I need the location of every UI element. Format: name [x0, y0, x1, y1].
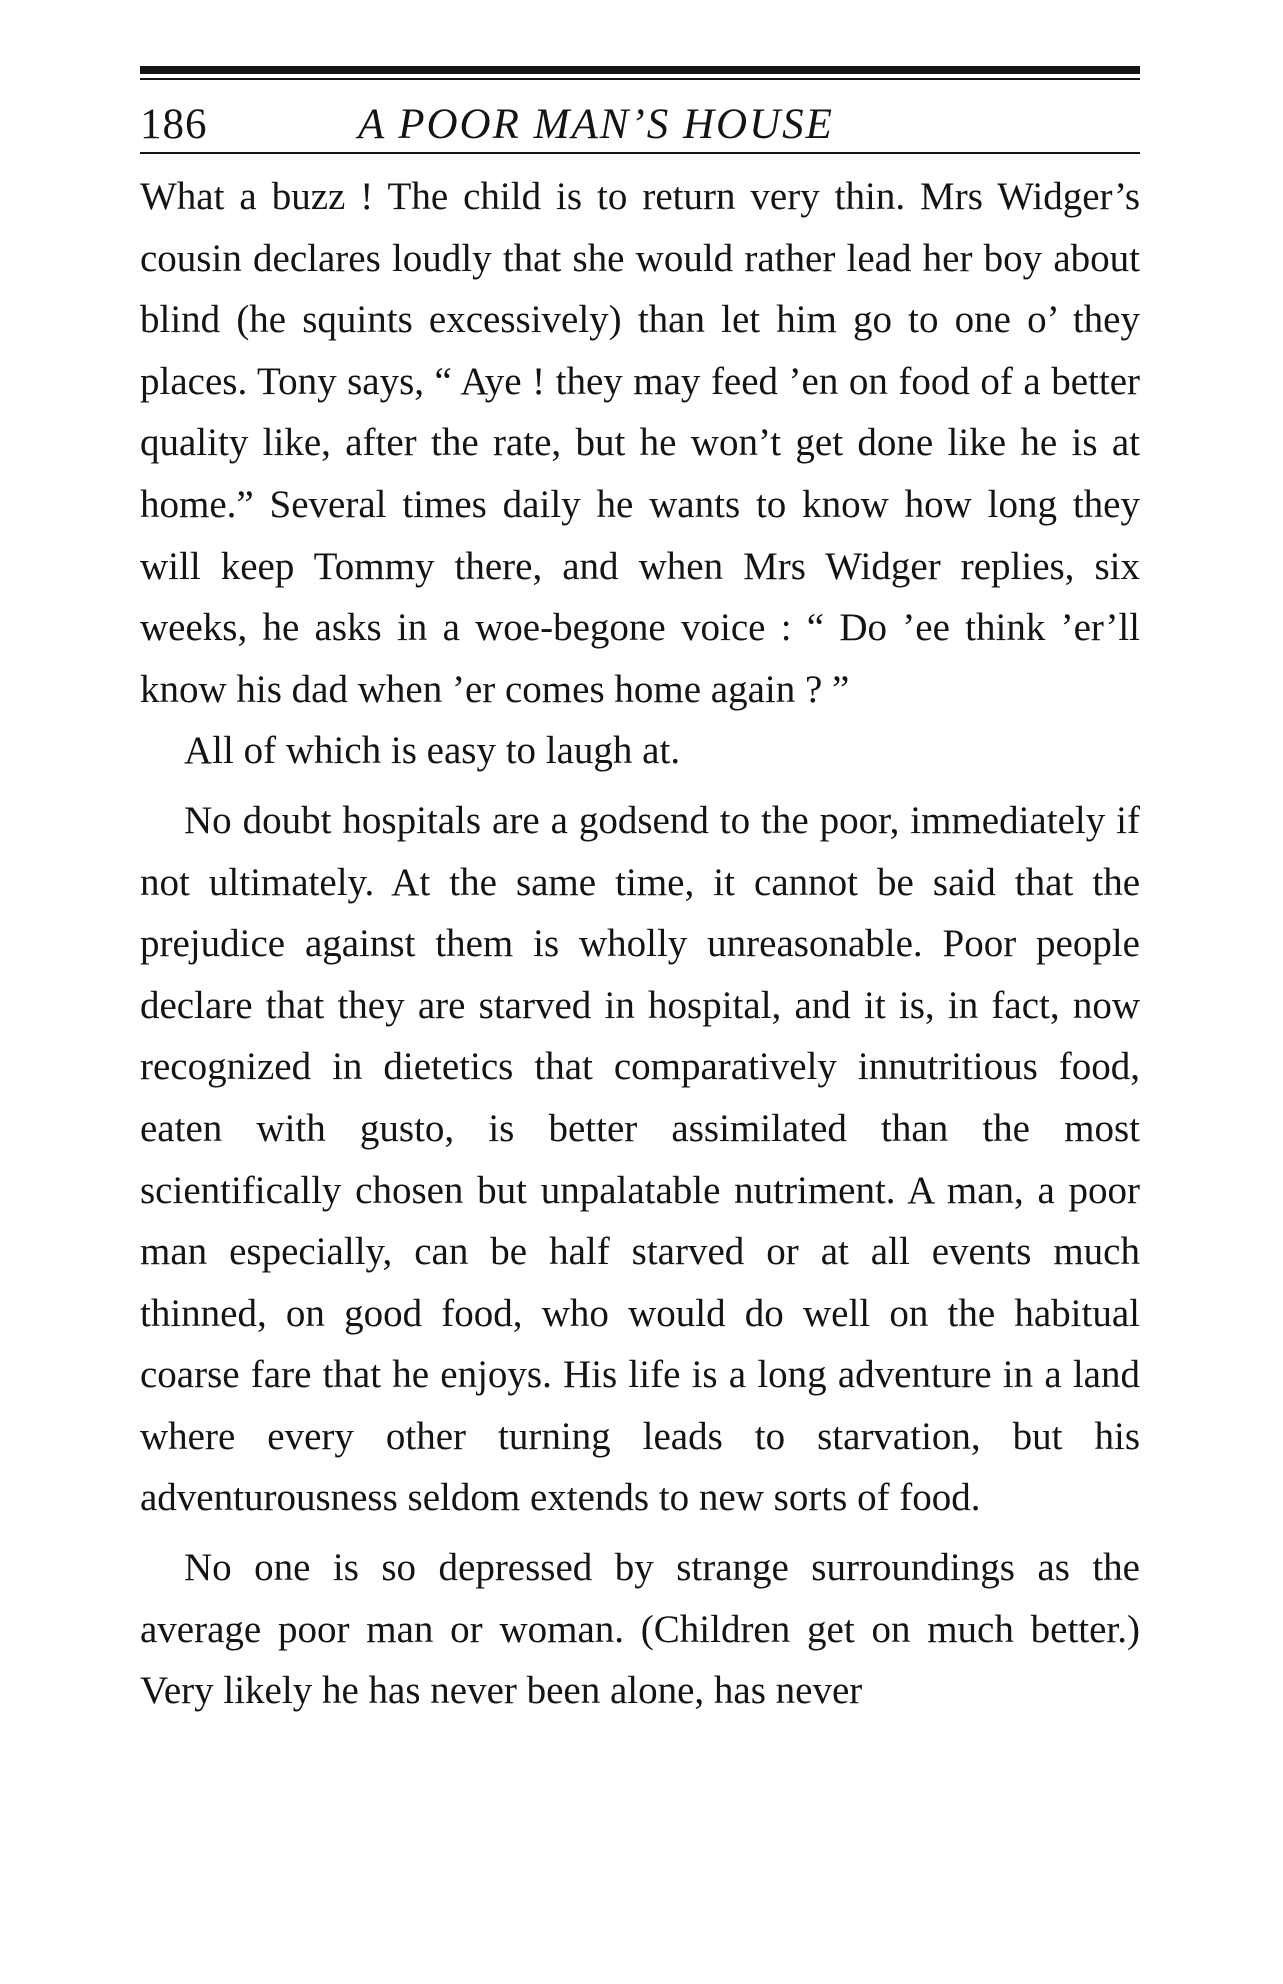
book-page — [140, 66, 1140, 1722]
header-rule-bottom — [140, 152, 1140, 154]
body-text — [140, 166, 1140, 1722]
running-header — [140, 80, 1140, 152]
running-title: A POOR MAN’S HOUSE — [358, 101, 834, 148]
paragraph-1: What a buzz ! The child is to return very thin. Mrs Widger’s cousin declares loudly that she would rather lead her boy about blind (he squints excessively) than let him go to one o’ they places. Tony says, “ Aye ! they may feed ’en on food of a better quality like, after the rate, but he won’t get done like he is at home.” Several times daily he wants to know how long they will keep Tommy there, and when Mrs Widger replies, six weeks, he asks in a woe-begone voice : “ Do ’ee think ’er’ll know his dad when ’er comes home again ? ” — [140, 175, 1140, 711]
header-rule-thick — [140, 66, 1140, 74]
page-number: 186 — [140, 101, 208, 148]
paragraph-2: All of which is easy to laugh at. — [184, 729, 681, 773]
paragraph-3: No doubt hospitals are a godsend to the poor, immediately if not ultimately. At the same time, it cannot be said that the prejudice against them is wholly unreasonable. Poor people declare that they are starved in hospital, and it is, in fact, now recognized in dietetics that comparatively innutritious food, eaten with gusto, is better assimilated than the most scientifically chosen but unpalatable nutriment. A man, a poor man especially, can be half starved or at all events much thinned, on good food, who would do well on the habitual coarse fare that he enjoys. His life is a long adventure in a land where every other turning leads to starvation, but his adventurousness seldom extends to new sorts of food. — [140, 798, 1140, 1520]
paragraph-4: No one is so depressed by strange surroundings as the average poor man or woman. (Children get on much better.) Very likely he has never been alone, has never — [140, 1546, 1140, 1713]
